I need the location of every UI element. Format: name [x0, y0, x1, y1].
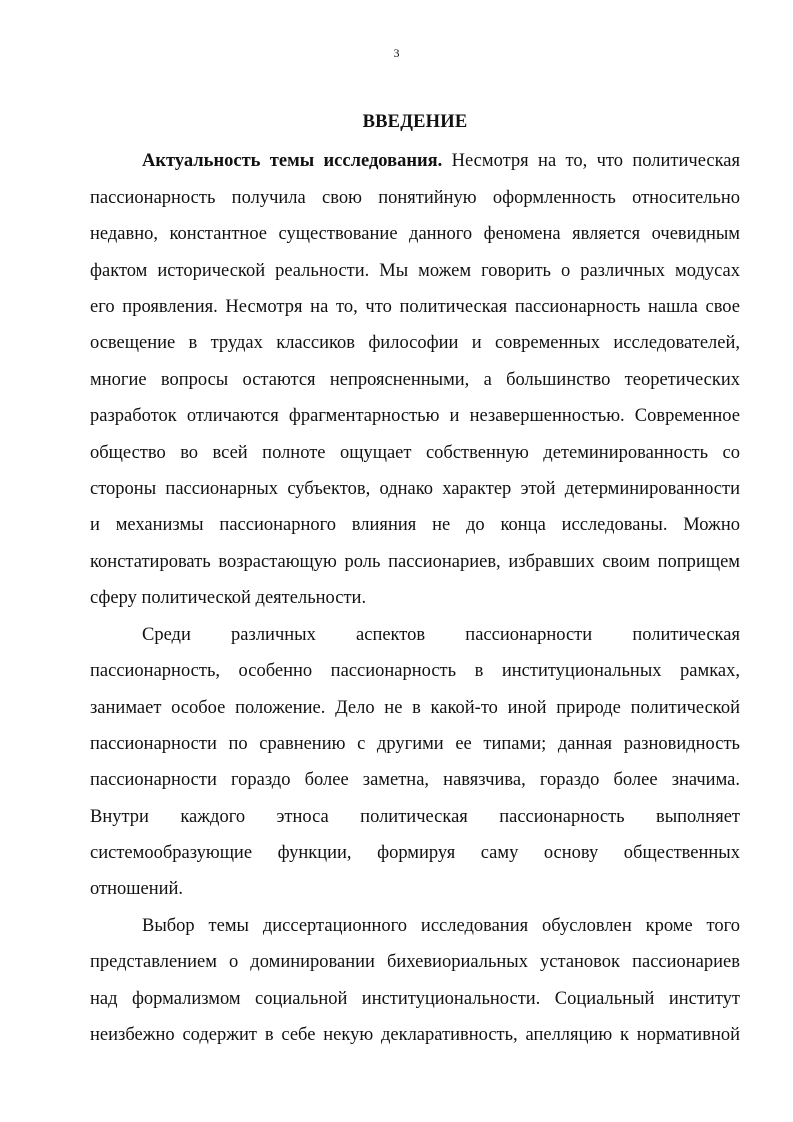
lead-phrase: Актуальность темы исследования. — [142, 151, 443, 171]
paragraph-1-line: общество во всей полноте ощущает собственную детеминированность со — [90, 443, 740, 463]
paragraph-1-line: недавно, константное существование данного феномена является очевидным — [90, 224, 740, 244]
paragraph-1-line: освещение в трудах классиков философии и современных исследователей, — [90, 333, 740, 353]
section-heading: ВВЕДЕНИЕ — [362, 112, 468, 132]
paragraph-1-line-1 — [142, 148, 740, 174]
paragraph-2-line: пассионарность, особенно пассионарность в институциональных рамках, — [90, 661, 740, 681]
paragraph-3-line: неизбежно содержит в себе некую декларативность, апелляцию к нормативной — [90, 1025, 740, 1045]
paragraph-1-line: констатировать возрастающую роль пассионариев, избравших своим поприщем — [90, 552, 740, 572]
paragraph-2-line: системообразующие функции, формируя саму основу общественных — [90, 843, 740, 863]
paragraph-2-line: Внутри каждого этноса политическая пассионарность выполняет — [90, 807, 740, 827]
paragraph-1-line: стороны пассионарных субъектов, однако характер этой детерминированности — [90, 479, 740, 499]
lead-line-rest: Несмотря на то, что политическая — [442, 151, 740, 171]
paragraph-1-line: сферу политической деятельности. — [90, 588, 367, 608]
paragraph-1-line: пассионарность получила свою понятийную оформленность относительно — [90, 188, 740, 208]
paragraph-2-line: Среди различных аспектов пассионарности политическая — [142, 625, 740, 645]
paragraph-2-line: занимает особое положение. Дело не в какой-то иной природе политической — [90, 698, 740, 718]
paragraph-2-line: пассионарности гораздо более заметна, навязчива, гораздо более значима. — [90, 770, 740, 790]
paragraph-2-line: пассионарности по сравнению с другими ее типами; данная разновидность — [90, 734, 740, 754]
paragraph-1-line: фактом исторической реальности. Мы можем говорить о различных модусах — [90, 261, 740, 281]
paragraph-2-line: отношений. — [90, 879, 184, 899]
paragraph-1-line: и механизмы пассионарного влияния не до конца исследованы. Можно — [90, 515, 740, 535]
paragraph-1-line: многие вопросы остаются непроясненными, а большинство теоретических — [90, 370, 740, 390]
page-number: 3 — [393, 46, 400, 60]
paragraph-1-line: его проявления. Несмотря на то, что политическая пассионарность нашла свое — [90, 297, 740, 317]
paragraph-3-line: представлением о доминировании бихевиориальных установок пассионариев — [90, 952, 740, 972]
paragraph-1-line: разработок отличаются фрагментарностью и незавершенностью. Современное — [90, 406, 740, 426]
paragraph-3-line: над формализмом социальной институциональности. Социальный институт — [90, 989, 740, 1009]
paragraph-3-line: Выбор темы диссертационного исследования обусловлен кроме того — [142, 916, 740, 936]
